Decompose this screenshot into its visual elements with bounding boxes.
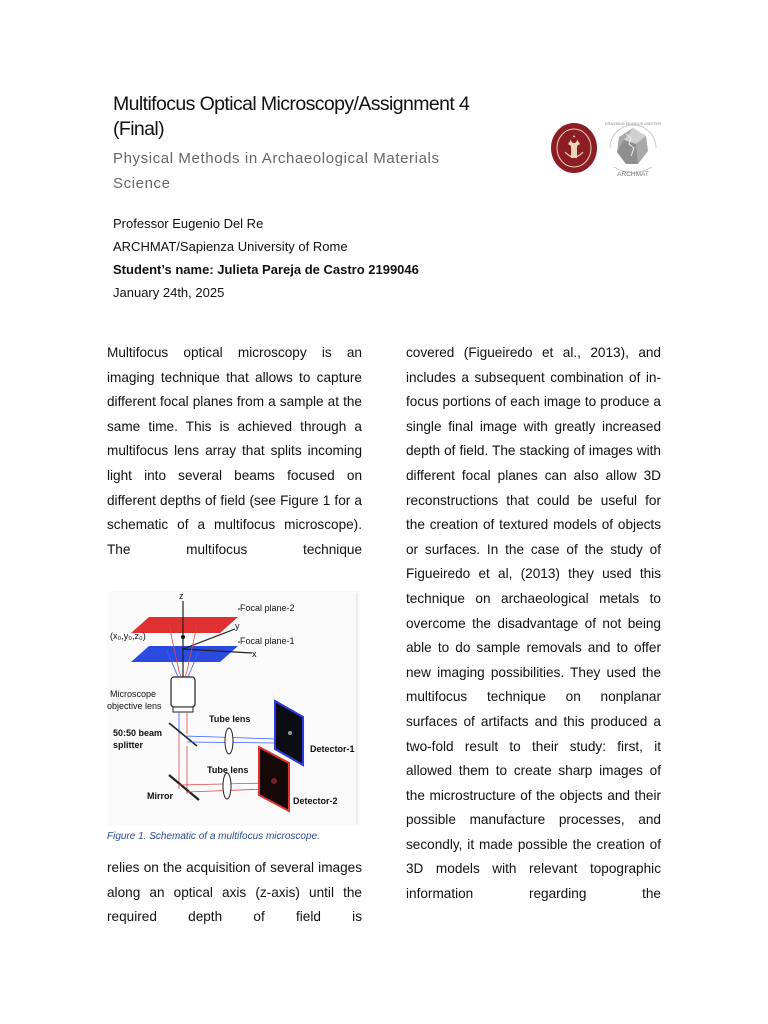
- institution: ARCHMAT/Sapienza University of Rome: [113, 239, 348, 254]
- coords-label: (x₀,y₀,z₀): [110, 631, 146, 641]
- beam-splitter-label-2: splitter: [113, 740, 144, 750]
- detector-1-label: Detector-1: [310, 744, 355, 754]
- paragraph: relies on the acquisition of several images along an optical axis (z-axis) until the required depth of field is: [107, 860, 362, 925]
- y-axis-label: y: [235, 621, 240, 631]
- left-column-top: [107, 341, 362, 562]
- focal-plane-1-label: Focal plane-1: [240, 636, 295, 646]
- paragraph: Multifocus optical microscopy is an imaging technique that allows to capture different focal planes from a sample at the same time. This is achieved through a multifocus lens array that splits incoming light into several beams focused on different depths of field (see Figure 1 for a schematic of a multifocus microscope). The multifocus technique: [107, 345, 362, 557]
- figure-caption: Figure 1. Schematic of a multifocus microscope.: [107, 831, 320, 842]
- tube-lens-2-label: Tube lens: [207, 765, 249, 775]
- tube-lens-1-label: Tube lens: [209, 714, 251, 724]
- svg-text:ARCHMAT: ARCHMAT: [617, 171, 649, 178]
- mirror-label: Mirror: [147, 791, 174, 801]
- x-axis-label: x: [252, 649, 257, 659]
- beam-splitter-label: 50:50 beam: [113, 728, 163, 738]
- right-column: [406, 341, 661, 907]
- focal-plane-2-label: Focal plane-2: [240, 603, 295, 613]
- paragraph: covered (Figueiredo et al., 2013), and includes a subsequent combination of in-focus portions of each image to produce a single final image with greatly increased depth of field. The stacking of images with different focal planes can also allow 3D reconstructions that could be useful for the creation of textured models of objects or surfaces. In the case of the study of Figueiredo et al, (2013) they used this technique on archaeological metals to overcome the disadvantage of not being able to do sample removals and to offer new imaging possibilities. They used the multifocus technique on nonplanar surfaces of artifacts and this produced a two-fold result to their study: first, it allowed them to create sharp images of the microstructure of the objects and their possible manufacture processes, and secondly, it made possible the creation of 3D models with relevant topographic information regarding the: [406, 345, 661, 902]
- figure-schematic: [107, 591, 360, 826]
- svg-text:ERASMUS MUNDUS MASTER: ERASMUS MUNDUS MASTER: [604, 121, 662, 126]
- objective-label-2: objective lens: [107, 701, 162, 711]
- archmat-logo: [600, 118, 666, 180]
- professor-name: Professor Eugenio Del Re: [113, 216, 264, 231]
- sapienza-logo: [550, 122, 598, 174]
- detector-2-label: Detector-2: [293, 796, 338, 806]
- date: January 24th, 2025: [113, 285, 225, 300]
- student-name: Student’s name: Julieta Pareja de Castro 2199046: [113, 262, 419, 277]
- page-title: Multifocus Optical Microscopy/Assignment 4 (Final): [113, 93, 470, 140]
- page-subtitle: Physical Methods in Archaeological Materials Science: [113, 150, 440, 192]
- left-column-bottom: [107, 856, 362, 930]
- z-axis-label: z: [179, 591, 184, 601]
- objective-label: Microscope: [110, 689, 157, 699]
